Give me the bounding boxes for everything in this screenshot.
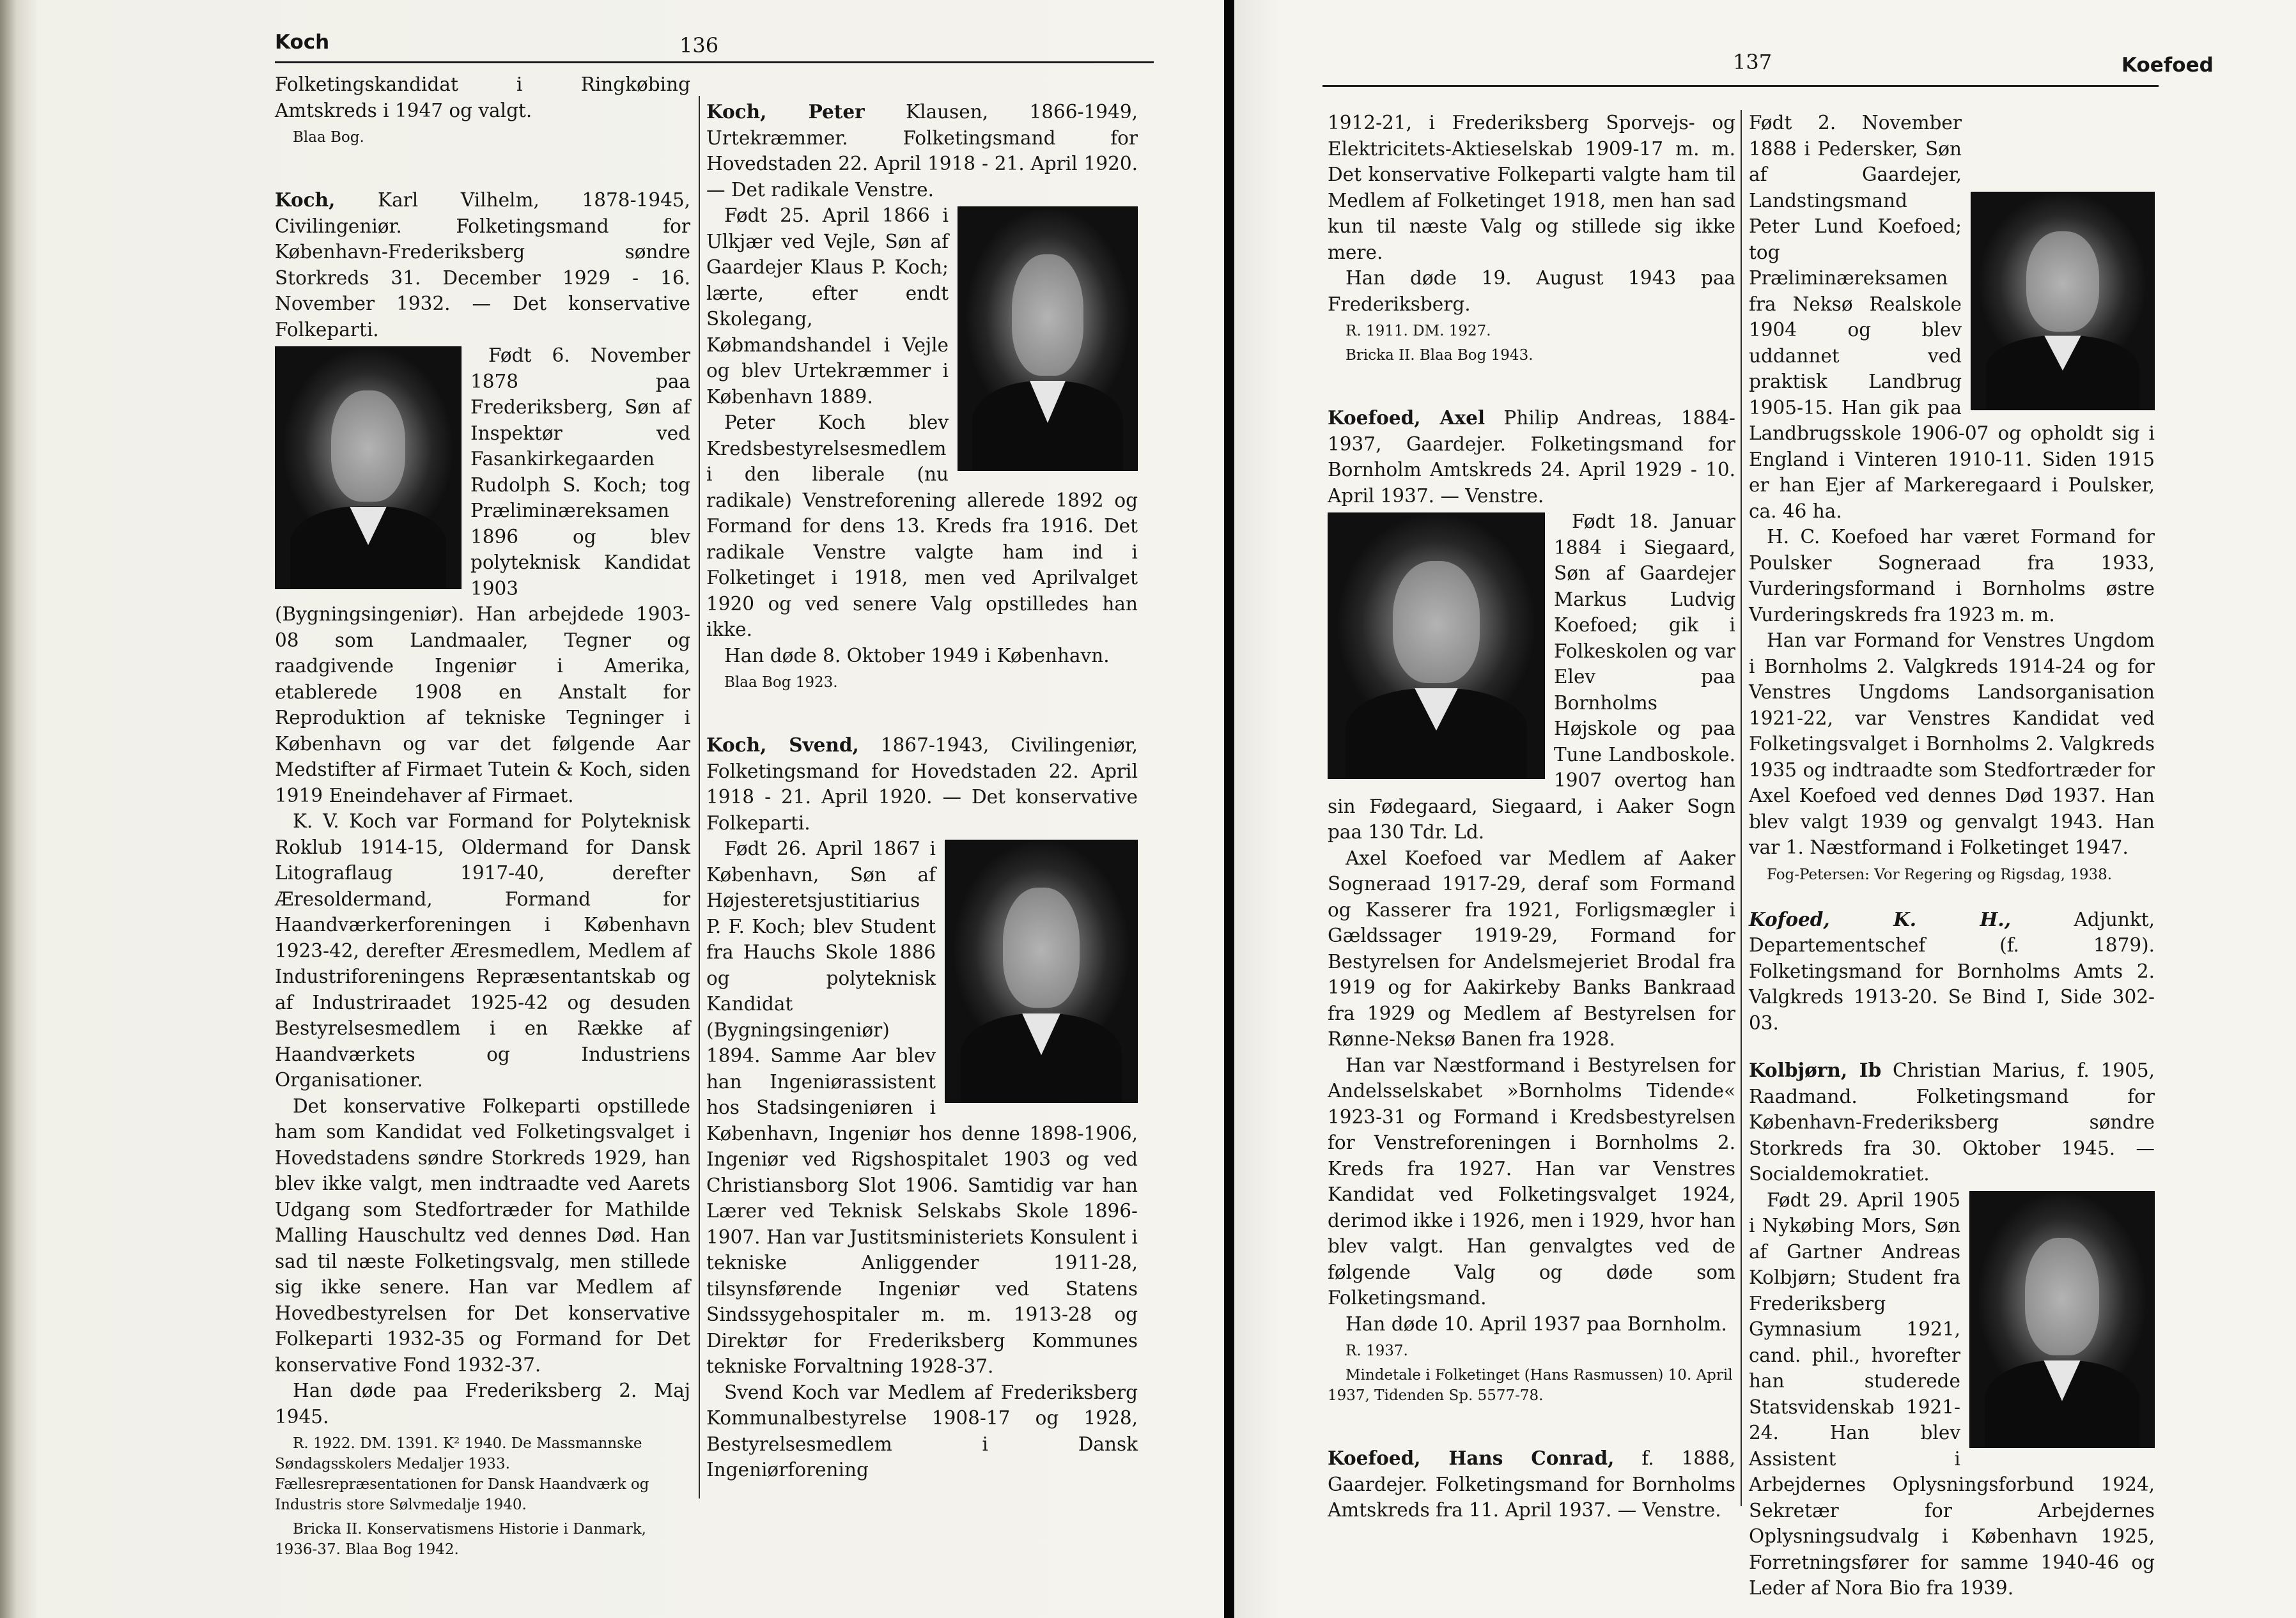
entry-hans-koefoed-heading: Koefoed, Hans Conrad, f. 1888, Gaardejer. Folketingsmand for Bornholms Amtskreds fra 11. April 1937. — Venstre. <box>1328 1447 1735 1521</box>
portrait-peter-koch <box>958 206 1138 471</box>
entry-paragraph: Født 29. April 1905 i Nykøbing Mors, Søn af Gartner Andreas Kolbjørn; Student fra Frederiksberg Gymnasium 1921, cand. phil., hvorefter han studerede Statsvidenskab 1921-24. Han blev Assistent i Arbejdernes Oplysningsforbund 1924, Sekretær for Arbejdernes Oplysningsudvalg i København 1925, Forretningsfører for samme 1940-46 og Leder af Nora Bio fra 1939. <box>1749 1189 2155 1599</box>
continuation-text: 1912-21, i Frederiksberg Sporvejs- og Elektricitets-Aktieselskab 1909-17 m. m. Det konservative Folkeparti valgte ham til Medlem af Folketinget 1918, men han sad kun til næste Valg og stillede sig ikke mere. <box>1328 112 1735 263</box>
source-line: R. 1937. <box>1346 1343 1408 1359</box>
entry-kolbjorn-heading: Kolbjørn, Ib Christian Marius, f. 1905, Raadmand. Folketingsmand for København-Frederiksberg søndre Storkreds fra 30. Oktober 1945. — Socialdemokratiet. <box>1749 1059 2155 1185</box>
entry-name: Koefoed, Axel <box>1328 406 1485 429</box>
portrait-svend-koch <box>945 840 1138 1103</box>
entry-paragraph: Axel Koefoed var Medlem af Aaker Sogneraad 1917-29, deraf som Formand og Kasserer fra 1921, Forligsmægler i Gældssager 1919-29, Formand for Bestyrelsen for Andelsmejeriet Brodal fra 1919 og for Aakirkeby Banks Bankraad fra 1929 og Medlem af Bestyrelsen for Rønne-Neksø Banen fra 1928. <box>1328 847 1735 1050</box>
entry-karl-koch-heading: Koch, Karl Vilhelm, 1878-1945, Civilingeniør. Folketingsmand for København-Frederiksberg søndre Storkreds 31. December 1929 - 16. November 1932. — Det konservative Folkeparti. <box>275 189 690 341</box>
entry-paragraph: Han døde paa Frederiksberg 2. Maj 1945. <box>275 1380 690 1428</box>
right-page <box>1234 0 2296 1618</box>
portrait-hans-koefoed <box>1971 192 2155 410</box>
portrait-ib-kolbjorn <box>1969 1191 2155 1448</box>
source-line: Bricka II. Konservatismens Historie i Danmark, 1936-37. Blaa Bog 1942. <box>275 1521 646 1558</box>
entry-name: Koch, <box>275 189 336 211</box>
running-head-right: Koefoed <box>2121 54 2214 77</box>
entry-svend-koch-heading: Koch, Svend, 1867-1943, Civilingeniør, Folketingsmand for Hovedstaden 22. April 1918 - 21. April 1920. — Det konservative Folkeparti. <box>706 734 1138 834</box>
column-divider <box>1741 110 1742 1506</box>
source-line: R. 1922. DM. 1391. K² 1940. De Massmannske Søndagsskolers Medaljer 1933. Fællesrepræsentationen for Dansk Haandværk og Industris store Sølvmedalje 1940. <box>275 1435 649 1513</box>
continuation-text: Folketingskandidat i Ringkøbing Amtskreds i 1947 og valgt. <box>275 73 690 121</box>
left-column-2 <box>706 99 1138 1483</box>
entry-paragraph: Født 18. Januar 1884 i Siegaard, Søn af Gaardejer Markus Ludvig Koefoed; gik i Folkeskolen og var Elev paa Bornholms Højskole og paa Tune Landboskole. 1907 overtog han sin Fødegaard, Siegaard, i Aaker Sogn paa 130 Tdr. Ld. <box>1328 511 1735 843</box>
running-head-left: Koch <box>275 31 330 54</box>
entry-name: Koefoed, Hans Conrad, <box>1328 1447 1615 1469</box>
book-gutter <box>1224 0 1234 1618</box>
page-number-right: 137 <box>1733 50 1772 74</box>
entry-paragraph: H. C. Koefoed har været Formand for Poulsker Sogneraad fra 1933, Vurderingsformand i Bornholms østre Vurderingskreds fra 1923 m. m. <box>1749 526 2155 626</box>
entry-paragraph: K. V. Koch var Formand for Polyteknisk Roklub 1914-15, Oldermand for Dansk Litograflaug 1917-40, derefter Æresoldermand, Formand for Haandværkerforeningen i København 1923-42, derefter Æresmedlem, Medlem af Industriforeningens Repræsentantskab og af Industriraadet 1925-42 og desuden Bestyrelsesmedlem i en Række af Haandværkets og Industriens Organisationer. <box>275 810 690 1091</box>
entry-paragraph: Født 6. November 1878 paa Frederiksberg, Søn af Inspektør ved Fasankirkegaarden Rudolph S. Koch; tog Præliminæreksamen 1896 og blev polyteknisk Kandidat 1903 (Bygningsingeniør). Han arbejdede 1903-08 som Landmaaler, Tegner og raadgivende Ingeniør i Amerika, etablerede 1908 en Anstalt for Reproduktion af tekniske Tegninger i København og var det følgende Aar Medstifter af Firmaet Tutein & Koch, siden 1919 Eneindehaver af Firmaet. <box>275 344 690 806</box>
page-number-left: 136 <box>679 33 719 58</box>
left-column-1 <box>275 72 690 1560</box>
source-line: Fog-Petersen: Vor Regering og Rigsdag, 1938. <box>1767 866 2113 883</box>
entry-paragraph: Født 26. April 1867 i København, Søn af Højesteretsjustitiarius P. F. Koch; blev Student fra Hauchs Skole 1886 og polyteknisk Kandidat (Bygningsingeniør) 1894. Samme Aar blev han Ingeniørassistent hos Stadsingeniøren i København, Ingeniør hos denne 1898-1906, Ingeniør ved Rigshospitalet 1903 og ved Christiansborg Slot 1906. Samtidig var han Lærer ved Teknisk Selskabs Skole 1896-1907. Han var Justitsministeriets Konsulent i tekniske Anliggender 1911-28, tilsynsførende Ingeniør ved Statens Sindssygehospitaler m. m. 1913-28 og Direktør for Frederiksberg Kommunes tekniske Forvaltning 1928-37. <box>706 838 1138 1377</box>
header-rule <box>275 61 1154 63</box>
entry-axel-koefoed-heading: Koefoed, Axel Philip Andreas, 1884-1937, Gaardejer. Folketingsmand for Bornholm Amtskreds 24. April 1929 - 10. April 1937. — Venstre. <box>1328 406 1735 507</box>
source-line: R. 1911. DM. 1927. <box>1346 323 1491 339</box>
portrait-axel-koefoed <box>1328 512 1545 779</box>
entry-name: Koch, Peter <box>706 100 865 123</box>
source-line: Bricka II. Blaa Bog 1943. <box>1346 347 1533 364</box>
entry-paragraph: Svend Koch var Medlem af Frederiksberg Kommunalbestyrelse 1908-17 og 1928, Bestyrelsesmedlem i Dansk Ingeniørforening <box>706 1381 1138 1481</box>
source-line: Blaa Bog. <box>293 129 364 146</box>
right-column-1 <box>1328 110 1735 1523</box>
entry-paragraph: Det konservative Folkeparti opstillede ham som Kandidat ved Folketingsvalget i Hovedstadens søndre Storkreds 1929, han blev ikke valgt, men indtraadte ved Aarets Udgang som Stedfortræder for Mathilde Malling Hauschultz ved dennes Død. Han sad til næste Folketingsvalg, men stillede sig ikke senere. Han var Medlem af Hovedbestyrelsen for Det konservative Folkeparti 1932-35 og Formand for Det konservative Fond 1932-37. <box>275 1095 690 1376</box>
entry-name: Kolbjørn, Ib <box>1749 1059 1882 1081</box>
entry-peter-koch-heading: Koch, Peter Klausen, 1866-1949, Urtekræmmer. Folketingsmand for Hovedstaden 22. April 1918 - 21. April 1920. — Det radikale Venstre. <box>706 100 1138 201</box>
portrait-karl-koch <box>275 346 462 589</box>
entry-kofoed-heading: Kofoed, K. H., Adjunkt, Departementschef (f. 1879). Folketingsmand for Bornholms Amts 2. Valgkreds 1913-20. Se Bind I, Side 302-03. <box>1749 907 2155 1034</box>
column-divider <box>699 96 700 1499</box>
continuation-text: Han døde 19. August 1943 paa Frederiksberg. <box>1328 267 1735 315</box>
entry-paragraph: Født 25. April 1866 i Ulkjær ved Vejle, Søn af Gaardejer Klaus P. Koch; lærte, efter endt Skolegang, Købmandshandel i Vejle og blev Urtekræmmer i København 1889. <box>706 204 949 408</box>
entry-paragraph: Peter Koch blev Kredsbestyrelsesmedlem i den liberale (nu radikale) Venstreforening allerede 1892 og Formand for dens 13. Kreds fra 1916. Det radikale Venstre valgte ham ind i Folketinget i 1918, men ved Aprilvalget 1920 og ved senere Valg opstilledes han ikke. <box>706 412 1138 640</box>
entry-name: Koch, Svend, <box>706 734 859 756</box>
entry-paragraph: Han døde 8. Oktober 1949 i København. <box>724 644 1110 666</box>
source-line: Mindetale i Folketinget (Hans Rasmussen) 10. April 1937, Tidenden Sp. 5577-78. <box>1328 1367 1733 1404</box>
entry-paragraph: Født 2. November 1888 i Pedersker, Søn af Gaardejer, Landstingsmand Peter Lund Koefoed; tog Præliminæreksamen fra Neksø Realskole 1904 og blev uddannet ved praktisk Landbrug 1905-15. Han gik paa Landbrugsskole 1906-07 og opholdt sig i England i Vinteren 1910-11. Siden 1915 er han Ejer af Markeregaard i Poulsker, ca. 46 ha. <box>1749 112 2155 522</box>
entry-paragraph: Han døde 10. April 1937 paa Bornholm. <box>1346 1313 1727 1335</box>
entry-paragraph: Han var Formand for Venstres Ungdom i Bornholms 2. Valgkreds 1914-24 og for Venstres Ungdoms Landsorganisation 1921-22, var Venstres Kandidat ved Folketingsvalget i Bornholms 2. Valgkreds 1935 og indtraadte som Stedfortræder for Axel Koefoed ved dennes Død 1937. Han blev valgt 1939 og genvalgt 1943. Han var 1. Næstformand i Folketinget 1947. <box>1749 629 2155 858</box>
entry-paragraph: Han var Næstformand i Bestyrelsen for Andelsselskabet »Bornholms Tidende« 1923-31 og Formand i Kredsbestyrelsen for Venstreforeningen i Bornholms 2. Kreds fra 1927. Han var Venstres Kandidat ved Folketingsvalget 1924, derimod ikke i 1926, men i 1929, hvor han blev valgt. Han genvalgtes ved de følgende Valg og døde som Folketingsmand. <box>1328 1054 1735 1309</box>
entry-name: Kofoed, K. H., <box>1749 907 2011 930</box>
source-line: Blaa Bog 1923. <box>724 674 838 691</box>
right-column-2 <box>1749 110 2155 1601</box>
header-rule <box>1323 85 2159 87</box>
